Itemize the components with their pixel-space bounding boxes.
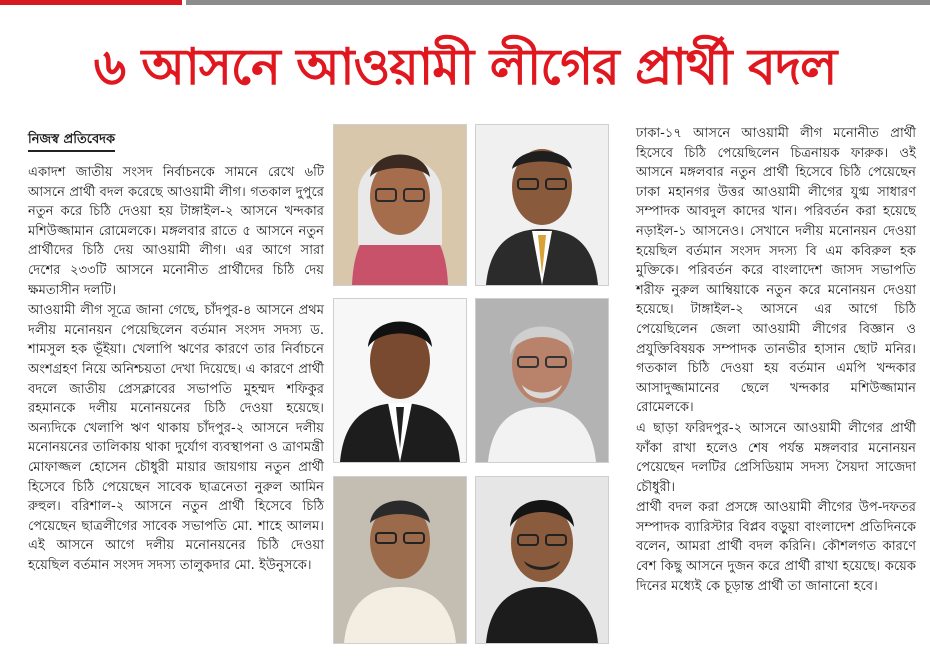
headline: ৬ আসনে আওয়ামী লীগের প্রার্থী বদল xyxy=(93,38,837,96)
paragraph: একাদশ জাতীয় সংসদ নির্বাচনকে সামনে রেখে ৬টি আসনে প্রার্থী বদল করেছে আওয়ামী লীগ। গতকাল দুপুরে নতুন করে চিঠি দেওয়া হয় টাঙ্গাইল-২ আসনে খন্দকার মশিউজ্জামান রোমেলকে। মঙ্গলবার রাতে ৫ আসনে নতুন প্রার্থীদের চিঠি দেয় আওয়ামী লীগ। এর আগে সারা দেশের ২৩৩টি আসনে মনোনীত প্রার্থীদের চিঠি দেয় ক্ষমতাসীন দলটি। xyxy=(28,165,324,298)
byline: নিজস্ব প্রতিবেদক xyxy=(28,131,115,152)
article-column-left xyxy=(28,163,324,576)
portrait-figure xyxy=(476,299,608,462)
portrait-photo-4 xyxy=(475,298,609,463)
top-rule xyxy=(0,0,930,5)
paragraph: ঢাকা-১৭ আসনে আওয়ামী লীগ মনোনীত প্রার্থী হিসেবে চিঠি পেয়েছিলেন চিত্রনায়ক ফারুক। ওই আসনে মঙ্গলবার নতুন প্রার্থী হিসেবে চিঠি পেয়েছেন ঢাকা মহানগর উত্তর আওয়ামী লীগের যুগ্ম সাধারণ সম্পাদক আবদুল কাদের খান। পরিবর্তন করা হয়েছে নড়াইল-১ আসনেও। সেখানে দলীয় মনোনয়ন দেওয়া হয়েছিল বর্তমান সংসদ সদস্য বি এম কবিরুল হক মুক্তিকে। পরিবর্তন করে বাংলাদেশ জাসদ সভাপতি শরীফ নুরুল আম্বিয়াকে নতুন করে মনোনয়ন দেওয়া হয়েছে। টাঙ্গাইল-২ আসনে এর আগে চিঠি পেয়েছিলেন জেলা আওয়ামী লীগের বিজ্ঞান ও প্রযুক্তিবিষয়ক সম্পাদক তানভীর হাসান ছোট মনির। গতকাল চিঠি দেওয়া হয় বর্তমান এমপি খন্দকার আসাদুজ্জামানের ছেলে খন্দকার মশিউজ্জামান রোমেলকে। xyxy=(636,126,916,416)
portrait-figure xyxy=(334,477,466,643)
portrait-figure xyxy=(334,125,466,285)
portrait-photo-3 xyxy=(333,298,467,463)
paragraph: এ ছাড়া ফরিদপুর-২ আসনে আওয়ামী লীগের প্রার্থী ফাঁকা রাখা হলেও শেষ পর্যন্ত মঙ্গলবার মনোনয়ন পেয়েছেন দলটির প্রেসিডিয়াম সদস্য সৈয়দা সাজেদা চৌধুরী। xyxy=(636,420,916,495)
top-rule-red xyxy=(0,0,182,5)
paragraph: প্রার্থী বদল করা প্রসঙ্গে আওয়ামী লীগের উপ-দফতর সম্পাদক ব্যারিস্টার বিপ্লব বড়ুয়া বাংলাদেশ প্রতিদিনকে বলেন, আমরা প্রার্থী বদল করিনি। কৌশলগত কারণে বেশ কিছু আসনে দুজন করে প্রার্থী রাখা হয়েছে। কয়েক দিনের মধ্যেই কে চূড়ান্ত প্রার্থী তা জানানো হবে। xyxy=(636,500,916,594)
portrait-figure xyxy=(334,299,466,462)
portrait-photo-2 xyxy=(475,124,609,286)
article-column-right xyxy=(636,124,916,597)
portrait-figure xyxy=(476,125,608,285)
portrait-photo-1 xyxy=(333,124,467,286)
portrait-figure xyxy=(476,477,608,643)
portrait-photo-5 xyxy=(333,476,467,644)
paragraph: আওয়ামী লীগ সূত্রে জানা গেছে, চাঁদপুর-৪ আসনে প্রথম দলীয় মনোনয়ন পেয়েছিলেন বর্তমান সংসদ সদস্য ড. শামসুল হক ভূঁইয়া। খেলাপি ঋণের কারণে তার নির্বাচনে অংশগ্রহণ নিয়ে অনিশ্চয়তা দেখা দিয়েছে। এ কারণে প্রার্থী বদলে জাতীয় প্রেসক্লাবের সভাপতি মুহম্মদ শফিকুর রহমানকে দলীয় মনোনয়নের চিঠি দেওয়া হয়েছে। অন্যদিকে খেলাপি ঋণ থাকায় চাঁদপুর-২ আসনে দলীয় মনোনয়নের তালিকায় থাকা দুর্যোগ ব্যবস্থাপনা ও ত্রাণমন্ত্রী মোফাজ্জল হোসেন চৌধুরী মায়ার জায়গায় নতুন প্রার্থী হিসেবে চিঠি পেয়েছেন সাবেক ছাত্রনেতা নুরুল আমিন রুহুল। বরিশাল-২ আসনে নতুন প্রার্থী হিসেবে চিঠি পেয়েছেন ছাত্রলীগের সাবেক সভাপতি মো. শাহে আলম। এই আসনে আগে দলীয় মনোনয়নের চিঠি দেওয়া হয়েছিল বর্তমান সংসদ সদস্য তালুকদার মো. ইউনুসকে। xyxy=(28,303,324,573)
top-rule-grey xyxy=(186,0,930,5)
portrait-photo-6 xyxy=(475,476,609,644)
